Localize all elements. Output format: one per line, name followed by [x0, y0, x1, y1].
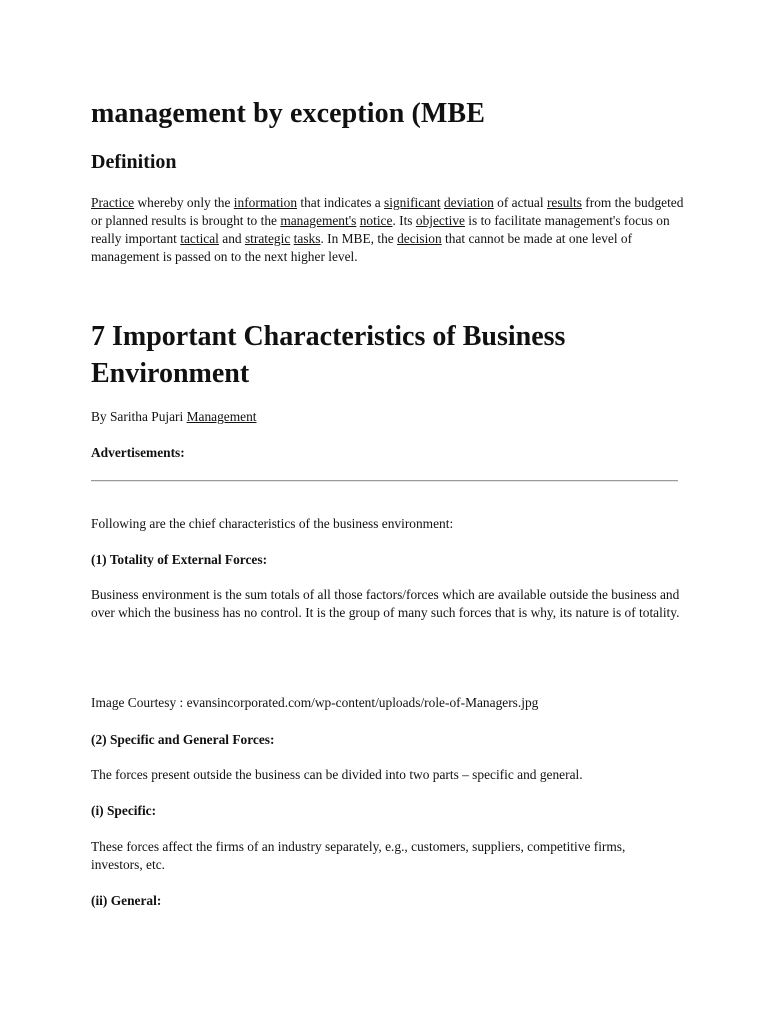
definition-link[interactable]: Practice [91, 195, 135, 210]
definition-text: from the budgeted or planned results is brought to the [91, 195, 684, 228]
byline-category-link[interactable]: Management [186, 409, 257, 424]
advertisements-label: Advertisements: [91, 445, 185, 460]
definition-text: . In MBE, the [320, 231, 398, 246]
definition-text: is to facilitate management's focus on really important [91, 213, 670, 246]
intro-paragraph: Following are the chief characteristics of the business environment: [91, 516, 454, 531]
definition-text: . Its [392, 213, 416, 228]
section-1-heading: (1) Totality of External Forces: [91, 552, 268, 567]
definition-heading: Definition [91, 151, 177, 173]
article-title-mbe: management by exception (MBE [91, 98, 485, 129]
definition-link[interactable]: tactical [180, 231, 219, 246]
definition-link[interactable]: objective [415, 213, 465, 228]
definition-text: that indicates a [297, 195, 385, 210]
subsection-i-heading: (i) Specific: [91, 803, 157, 818]
section-2-heading: (2) Specific and General Forces: [91, 732, 275, 747]
definition-paragraph [91, 194, 686, 266]
byline-author: By Saritha Pujari [91, 409, 187, 424]
definition-text: of actual [493, 195, 547, 210]
definition-link[interactable]: management's [280, 213, 357, 228]
image-courtesy: Image Courtesy : evansincorporated.com/wp-content/uploads/role-of-Managers.jpg [91, 695, 539, 710]
subsection-ii-heading: (ii) General: [91, 893, 162, 908]
definition-link[interactable]: significant [384, 195, 441, 210]
definition-text: whereby only the [134, 195, 234, 210]
definition-link[interactable]: tasks [293, 231, 321, 246]
definition-text: that cannot be made at one level of management is passed on to the next higher level. [91, 231, 633, 264]
definition-link[interactable]: decision [397, 231, 442, 246]
definition-text: and [218, 231, 245, 246]
divider [91, 480, 678, 482]
subsection-i-paragraph: These forces affect the firms of an industry separately, e.g., customers, suppliers, competitive firms, investors, etc. [91, 839, 626, 872]
article-title-characteristics: 7 Important Characteristics of Business Environment [91, 321, 566, 389]
definition-link[interactable]: strategic [244, 231, 291, 246]
definition-link[interactable]: deviation [443, 195, 494, 210]
byline [91, 408, 257, 426]
definition-link[interactable]: notice [359, 213, 393, 228]
definition-link[interactable]: information [233, 195, 298, 210]
section-2-paragraph: The forces present outside the business can be divided into two parts – specific and general. [91, 767, 583, 782]
definition-link[interactable]: results [546, 195, 582, 210]
section-1-paragraph: Business environment is the sum totals of all those factors/forces which are available outside the business and over which the business has no control. It is the group of many such forces that is why, its nature is of totality. [91, 587, 680, 620]
